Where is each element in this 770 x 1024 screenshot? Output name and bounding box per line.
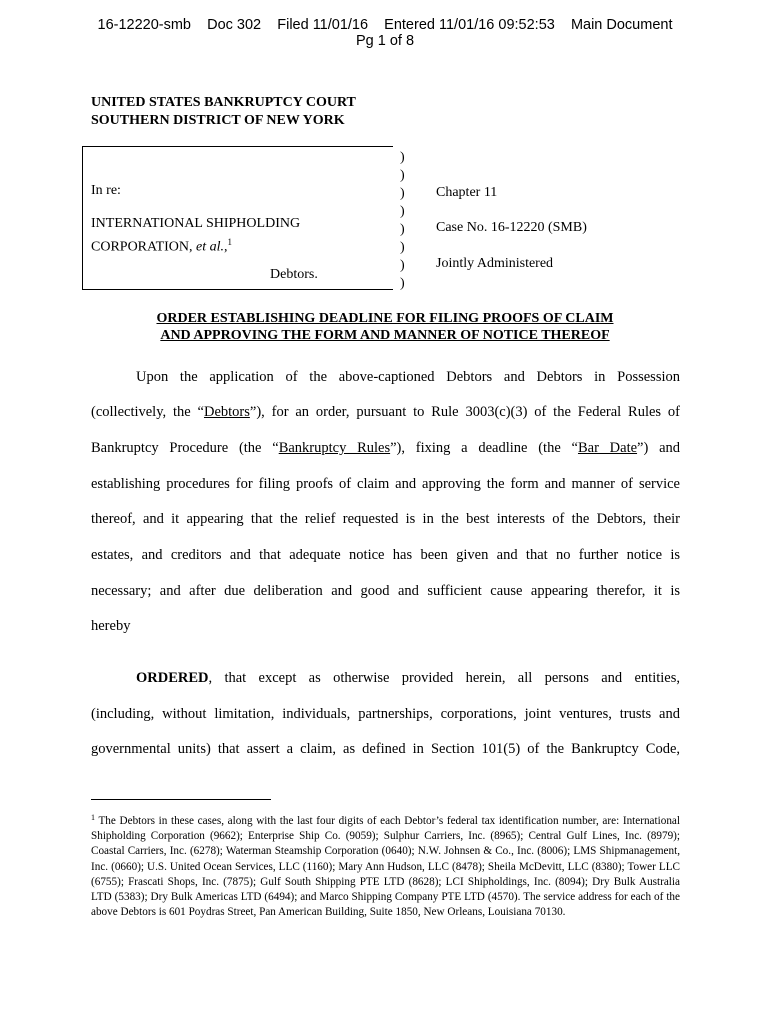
footnote-mark: 1 [91, 813, 95, 822]
paren: ) [400, 168, 405, 183]
paren: ) [400, 258, 405, 273]
footnote-text: The Debtors in these cases, along with the last four digits of each Debtor’s federal tax identification number, are: International Shipholding Corporation (9662); Enterprise Ship Co. (9059); Sulphur Carriers, Inc. (8965); Central Gulf Lines, Inc. (8979); Coastal Carriers, Inc. (6278); Waterman Steamship Corporation (0640); N.W. Johnsen & Co., Inc. (8006); LMS Shipmanagement, Inc. (0660); U.S. United Ocean Services, LLC (1160); Mary Ann Hudson, LLC (8478); Sheila McDevitt, LLC (8380); Tower LLC (6755); Frascati Shops, Inc. (7875); Gulf South Shipping PTE LTD (8628); LCI Shipholdings, Inc. (8094); Dry Bulk Australia LTD (5383); Dry Bulk Americas LTD (6494); and Marco Shipping Company PTE LTD (4570). The service address for each of the above Debtors is 601 Poydras Street, Pan American Building, Suite 1850, New Orleans, Louisiana 70130. [91, 815, 680, 919]
in-re-label: In re: [91, 183, 121, 198]
defined-term-debtors: Debtors [203, 404, 250, 420]
body-line: establishing procedures for filing proofs of claim and approving the form and manner of service [91, 476, 680, 492]
caption-parentheses [400, 149, 405, 293]
body-line [91, 440, 680, 457]
chapter-label: Chapter 11 [436, 185, 498, 200]
defined-term-bankruptcy-rules: Bankruptcy Rules [278, 440, 391, 456]
debtor-corp-text: CORPORATION, [91, 239, 197, 255]
court-name-line1: UNITED STATES BANKRUPTCY COURT [91, 95, 356, 110]
order-title-line2 [0, 327, 770, 345]
page-number: Pg 1 of 8 [355, 33, 415, 49]
order-title-text2: AND APPROVING THE FORM AND MANNER OF NOTICE THEREOF [160, 328, 610, 343]
debtors-label: Debtors. [270, 267, 318, 282]
body-line: estates, and creditors and that adequate notice has been given and that no further notice is [91, 547, 680, 563]
text-span: ”) and [637, 440, 681, 456]
court-name-line2: SOUTHERN DISTRICT OF NEW YORK [91, 113, 345, 128]
footnote [91, 810, 680, 920]
paren: ) [400, 186, 405, 201]
debtor-name-line2 [91, 233, 300, 257]
docket-header-line: 16-12220-smb Doc 302 Filed 11/01/16 Entered 11/01/16 09:52:53 Main Document [97, 17, 673, 33]
order-title-line1 [0, 310, 770, 328]
text-span: , that except as otherwise provided herein, all persons and entities, [208, 670, 680, 686]
body-line: hereby [91, 618, 131, 634]
debtor-name [91, 215, 300, 257]
defined-term-bar-date: Bar Date [577, 440, 638, 456]
debtor-name-line1: INTERNATIONAL SHIPHOLDING [91, 216, 301, 231]
paren: ) [400, 150, 405, 165]
body-line [91, 404, 680, 421]
jointly-administered: Jointly Administered [436, 256, 554, 271]
text-span: ”), fixing a deadline (the “ [390, 440, 578, 456]
text-span: (collectively, the “ [91, 404, 204, 420]
footnote-reference: 1 [227, 237, 233, 247]
body-line: necessary; and after due deliberation and good and sufficient cause appearing therefor, it is [91, 583, 680, 599]
comma-text: , [224, 239, 228, 255]
body-line: (including, without limitation, individuals, partnerships, corporations, joint ventures, trusts and [91, 706, 680, 722]
body-line: governmental units) that assert a claim, as defined in Section 101(5) of the Bankruptcy Code, [91, 741, 680, 757]
paren: ) [400, 276, 405, 291]
body-line [136, 670, 680, 687]
text-span: Bankruptcy Procedure (the “ [91, 440, 279, 456]
paren: ) [400, 222, 405, 237]
ordered-keyword: ORDERED [136, 670, 209, 686]
text-span: ”), for an order, pursuant to Rule 3003(c)(3) of the Federal Rules of [249, 404, 680, 420]
court-name [91, 94, 356, 130]
body-line: Upon the application of the above-captioned Debtors and Debtors in Possession [136, 369, 680, 385]
case-number: Case No. 16-12220 (SMB) [436, 220, 587, 235]
body-line: thereof, and it appearing that the relief requested is in the best interests of the Debtors, their [91, 511, 680, 527]
footnote-separator [91, 799, 271, 800]
et-al-text: et al. [196, 239, 225, 255]
paren: ) [400, 204, 405, 219]
paren: ) [400, 240, 405, 255]
order-title-text1: ORDER ESTABLISHING DEADLINE FOR FILING PROOFS OF CLAIM [156, 311, 614, 326]
